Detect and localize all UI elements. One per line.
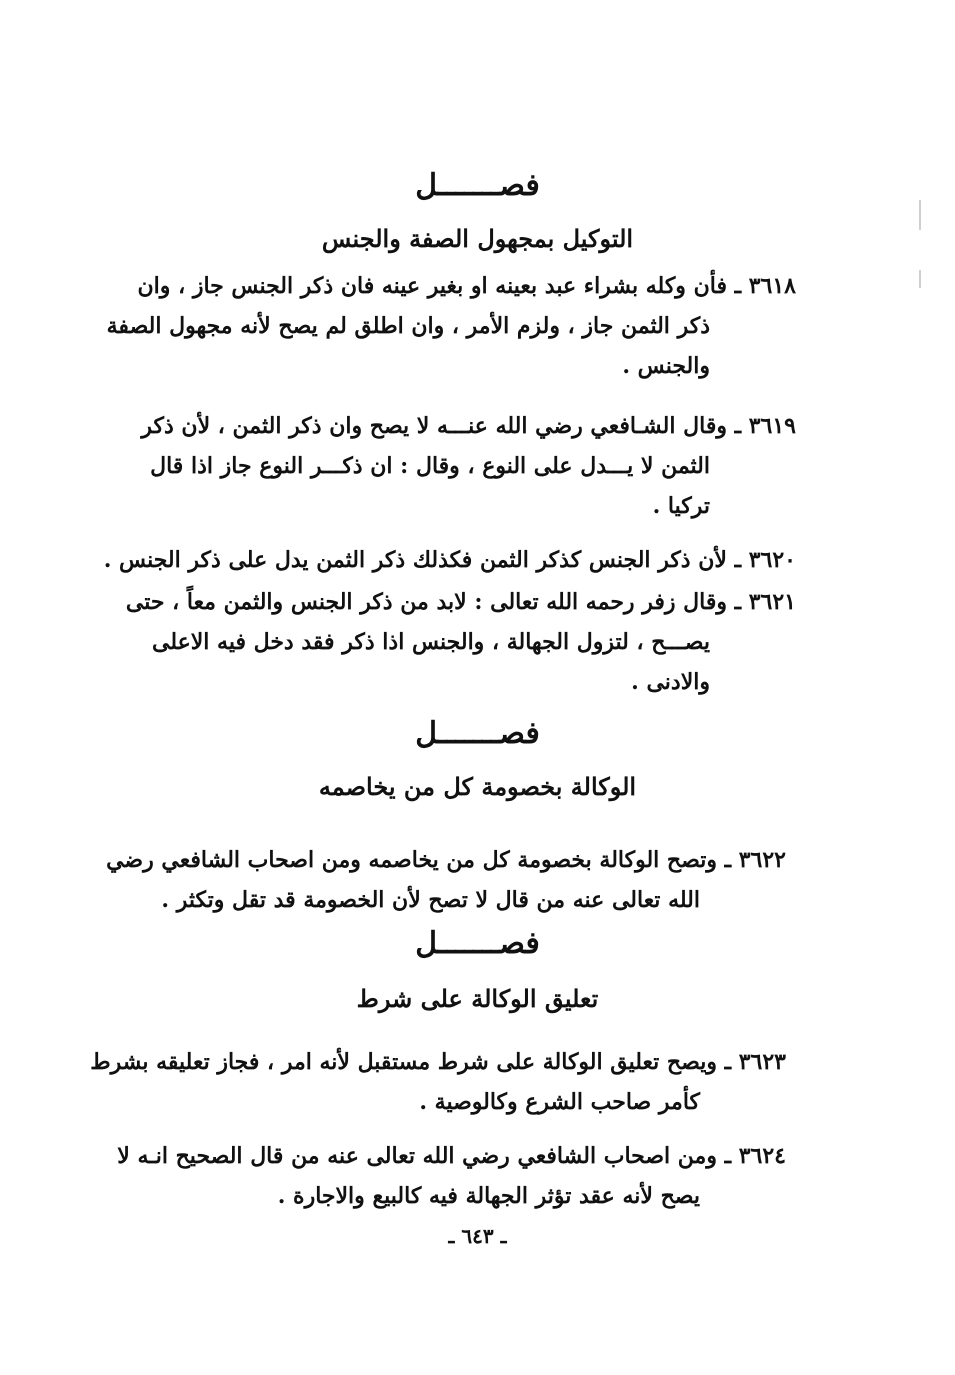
paragraph-line: ٣٦٢٠ ـ لأن ذكر الجنس كذكر الثمن فكذلك ذكر الثمن يدل على ذكر الجنس . (103, 547, 796, 573)
paragraph-line: كأمر صاحب الشرع وكالوصية . (419, 1089, 700, 1115)
paragraph-line: ٣٦١٨ ـ فأن وكله بشراء عبد بعينه او بغير عينه فان ذكر الجنس جاز ، وان (137, 273, 796, 299)
section-subtitle: الوكالة بخصومة كل من يخاصمه (318, 772, 637, 801)
paragraph-3619 (141, 406, 796, 526)
paragraph-line: والادنى . (631, 669, 710, 695)
paragraph-line: والجنس . (622, 353, 710, 379)
paragraph-3622 (106, 840, 786, 920)
paragraph-line: ٣٦٢٤ ـ ومن اصحاب الشافعي رضي الله تعالى عنه من قال الصحيح انـه لا (117, 1143, 786, 1169)
paragraph-line: يصـــح ، لتزول الجهالة ، والجنس اذا ذكر فقد دخل فيه الاعلى (151, 629, 710, 655)
paragraph-3624 (117, 1136, 786, 1216)
paragraph-line: تركيا . (652, 493, 710, 519)
paragraph-3620 (103, 540, 796, 580)
paragraph-line: ٣٦١٩ ـ وقال الشـافعي رضي الله عنـــه لا يصح وان ذكر الثمن ، لأن ذكر (141, 413, 796, 439)
paragraph-line: ٣٦٢٢ ـ وتصح الوكالة بخصومة كل من يخاصمه ومن اصحاب الشافعي رضي (106, 847, 786, 873)
section-subtitle: التوكيل بمجهول الصفة والجنس (321, 224, 634, 253)
paragraph-line: ٣٦٢١ ـ وقال زفر رحمه الله تعالى : لابد من ذكر الجنس والثمن معاً ، حتى (125, 589, 796, 615)
section-heading: فصـــــــل (415, 716, 540, 751)
paragraph-line: ذكر الثمن جاز ، ولزم الأمر ، وان اطلق لم يصح لأنه مجهول الصفة (106, 313, 710, 339)
paragraph-3618 (106, 266, 796, 386)
paragraph-3623 (90, 1042, 786, 1122)
section-heading: فصـــــــل (415, 926, 540, 961)
page-number: ـ ٦٤٣ ـ (448, 1224, 507, 1248)
section-subtitle: تعليق الوكالة على شرط (356, 984, 599, 1013)
paragraph-line: الله تعالى عنه من قال لا تصح لأن الخصومة قد تقل وتكثر . (161, 887, 700, 913)
paragraph-line: يصح لأنه عقد تؤثر الجهالة فيه كالبيع والاجارة . (277, 1183, 700, 1209)
paragraph-line: ٣٦٢٣ ـ ويصح تعليق الوكالة على شرط مستقبل لأنه امر ، فجاز تعليقه بشرط (90, 1049, 786, 1075)
margin-mark (919, 270, 921, 288)
paragraph-3621 (125, 582, 796, 702)
section-heading: فصـــــــل (415, 168, 540, 203)
paragraph-line: الثمن لا يـــدل على النوع ، وقال : ان ذكـــر النوع جاز اذا قال (150, 453, 710, 479)
